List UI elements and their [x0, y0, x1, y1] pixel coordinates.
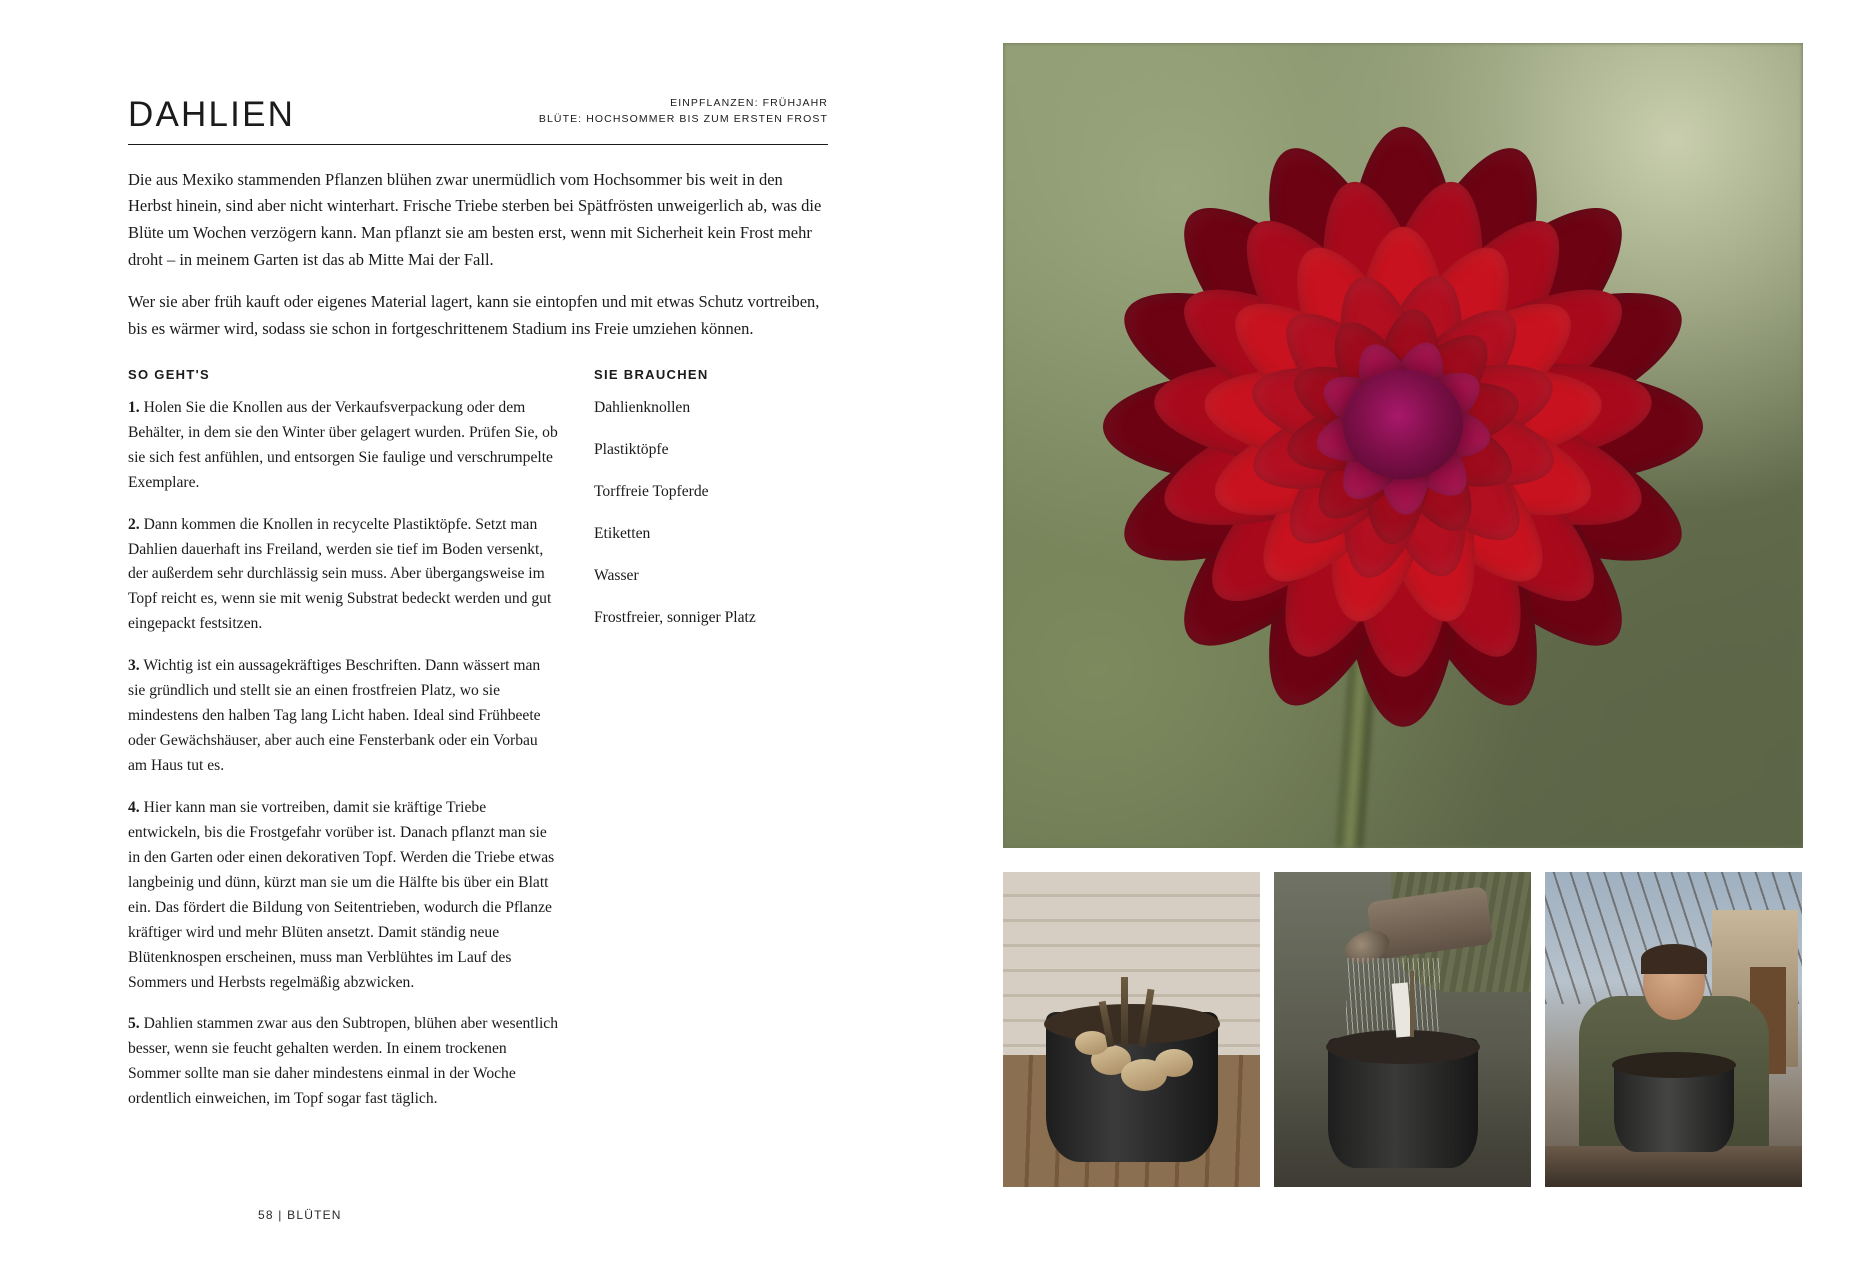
- step-item: [128, 396, 558, 496]
- step-number: 4.: [128, 798, 140, 816]
- materials-column: [594, 367, 794, 1129]
- step-text: Dann kommen die Knollen in recycelte Plastiktöpfe. Setzt man Dahlien dauerhaft ins Freiland, werden sie tief im Boden versenkt, der außerdem sehr durchlässig sein muss. Aber übergangsweise im Topf reicht es, wenn sie mit wenig Substrat bedeckt werden und gut eingepackt festsitzen.: [128, 515, 552, 633]
- meta-line-bloom: BLÜTE: HOCHSOMMER BIS ZUM ERSTEN FROST: [538, 113, 828, 126]
- materials-heading: SIE BRAUCHEN: [594, 366, 709, 382]
- steps-column: [128, 367, 558, 1129]
- intro-paragraph-1: Die aus Mexiko stammenden Pflanzen blühen zwar unermüdlich vom Hochsommer bis weit in den Herbst hinein, sind aber nicht winterhart. Frische Triebe sterben bei Spätfrösten unweigerlich ab, was die Blüte um Wochen verzögern kann. Man pflanzt sie am besten erst, wenn mit Sicherheit kein Frost mehr droht – in meinem Garten ist das ab Mitte Mai der Fall.: [128, 169, 822, 269]
- step-number: 1.: [128, 398, 140, 416]
- page-title: DAHLIEN: [128, 94, 296, 134]
- tuber-stalk: [1410, 971, 1414, 1037]
- instruction-columns: [128, 367, 828, 1129]
- page-folio: 58 | BLÜTEN: [258, 1208, 342, 1222]
- dahlia-bloom: [1083, 106, 1723, 746]
- meta-line-planting: EINPFLANZEN: FRÜHJAHR: [670, 97, 828, 109]
- tuber: [1155, 1049, 1193, 1077]
- step-number: 5.: [128, 1015, 140, 1033]
- material-item: Torffreie Topferde: [594, 482, 709, 500]
- left-page-text-column: [128, 95, 828, 1129]
- tuber-stalk: [1121, 977, 1128, 1047]
- tubers-in-pot-photo: [1003, 872, 1260, 1187]
- step-item: [128, 1012, 558, 1112]
- material-item: Frostfreier, sonniger Platz: [594, 608, 756, 626]
- watering-pot-photo: [1274, 872, 1531, 1187]
- step-text: Dahlien stammen zwar aus den Subtropen, blühen aber wesentlich besser, wenn sie feucht gehalten werden. In einem trockenen Sommer sollte man sie daher mindestens einmal in der Woche ordentlich einweichen, im Topf sogar fast täglich.: [128, 1015, 559, 1108]
- right-page-image-column: [1003, 43, 1803, 848]
- steps-heading: SO GEHT'S: [128, 366, 210, 382]
- flower-core: [1343, 369, 1463, 479]
- material-item: Plastiktöpfe: [594, 440, 669, 458]
- gardener-hair: [1641, 944, 1707, 974]
- pot-soil: [1044, 1004, 1220, 1044]
- material-item: Dahlienknollen: [594, 398, 691, 416]
- pot-soil: [1612, 1052, 1736, 1078]
- dahlia-flower-photo: [1003, 43, 1803, 848]
- step-number: 3.: [128, 657, 140, 675]
- step-item: [128, 513, 558, 638]
- step-text: Wichtig ist ein aussagekräftiges Beschriften. Dann wässert man sie gründlich und stellt sie an einen frostfreien Platz, wo sie mindestens den halben Tag lang Licht haben. Ideal sind Frühbeete oder Gewächshäuser, aber auch eine Fensterbank oder ein Vorbau am Haus tut es.: [128, 657, 541, 775]
- tuber: [1075, 1031, 1109, 1055]
- gardener-holding-pot-photo: [1545, 872, 1802, 1187]
- step-text: Holen Sie die Knollen aus der Verkaufsverpackung oder dem Behälter, in dem sie den Winter über gelagert wurden. Prüfen Sie, ob sie sich fest anfühlen, und entsorgen Sie faulige und verschrumpelte Exemplare.: [128, 398, 558, 491]
- step-text: Hier kann man sie vortreiben, damit sie kräftige Triebe entwickeln, bis die Frostgefahr vorüber ist. Danach pflanzt man sie in den Garten oder einen dekorativen Topf. Werden die Triebe etwas langbeinig und dünn, kürzt man sie um die Hälfte bis über ein Blatt ein. Das fördert die Bildung von Seitentrieben, wodurch die Pflanze kräftiger wird und mehr Blüten ansetzt. Damit ständig neue Blütenknospen erscheinen, muss man Verblühtes im Lauf des Sommers und Herbsts regelmäßig abzwicken.: [128, 798, 555, 991]
- material-item: Etiketten: [594, 524, 651, 542]
- step-item: [128, 654, 558, 779]
- intro-paragraph-2: Wer sie aber früh kauft oder eigenes Material lagert, kann sie eintopfen und mit etwas Schutz vortreiben, bis es wärmer wird, sodass sie schon in fortgeschrittenem Stadium ins Freie umziehen können.: [128, 292, 820, 339]
- intro-text: [128, 167, 828, 343]
- material-item: Wasser: [594, 566, 639, 584]
- planting-meta: [539, 95, 828, 132]
- page-header: [128, 95, 828, 145]
- step-number: 2.: [128, 515, 140, 533]
- step-photo-strip: [1003, 872, 1803, 1187]
- step-item: [128, 796, 558, 996]
